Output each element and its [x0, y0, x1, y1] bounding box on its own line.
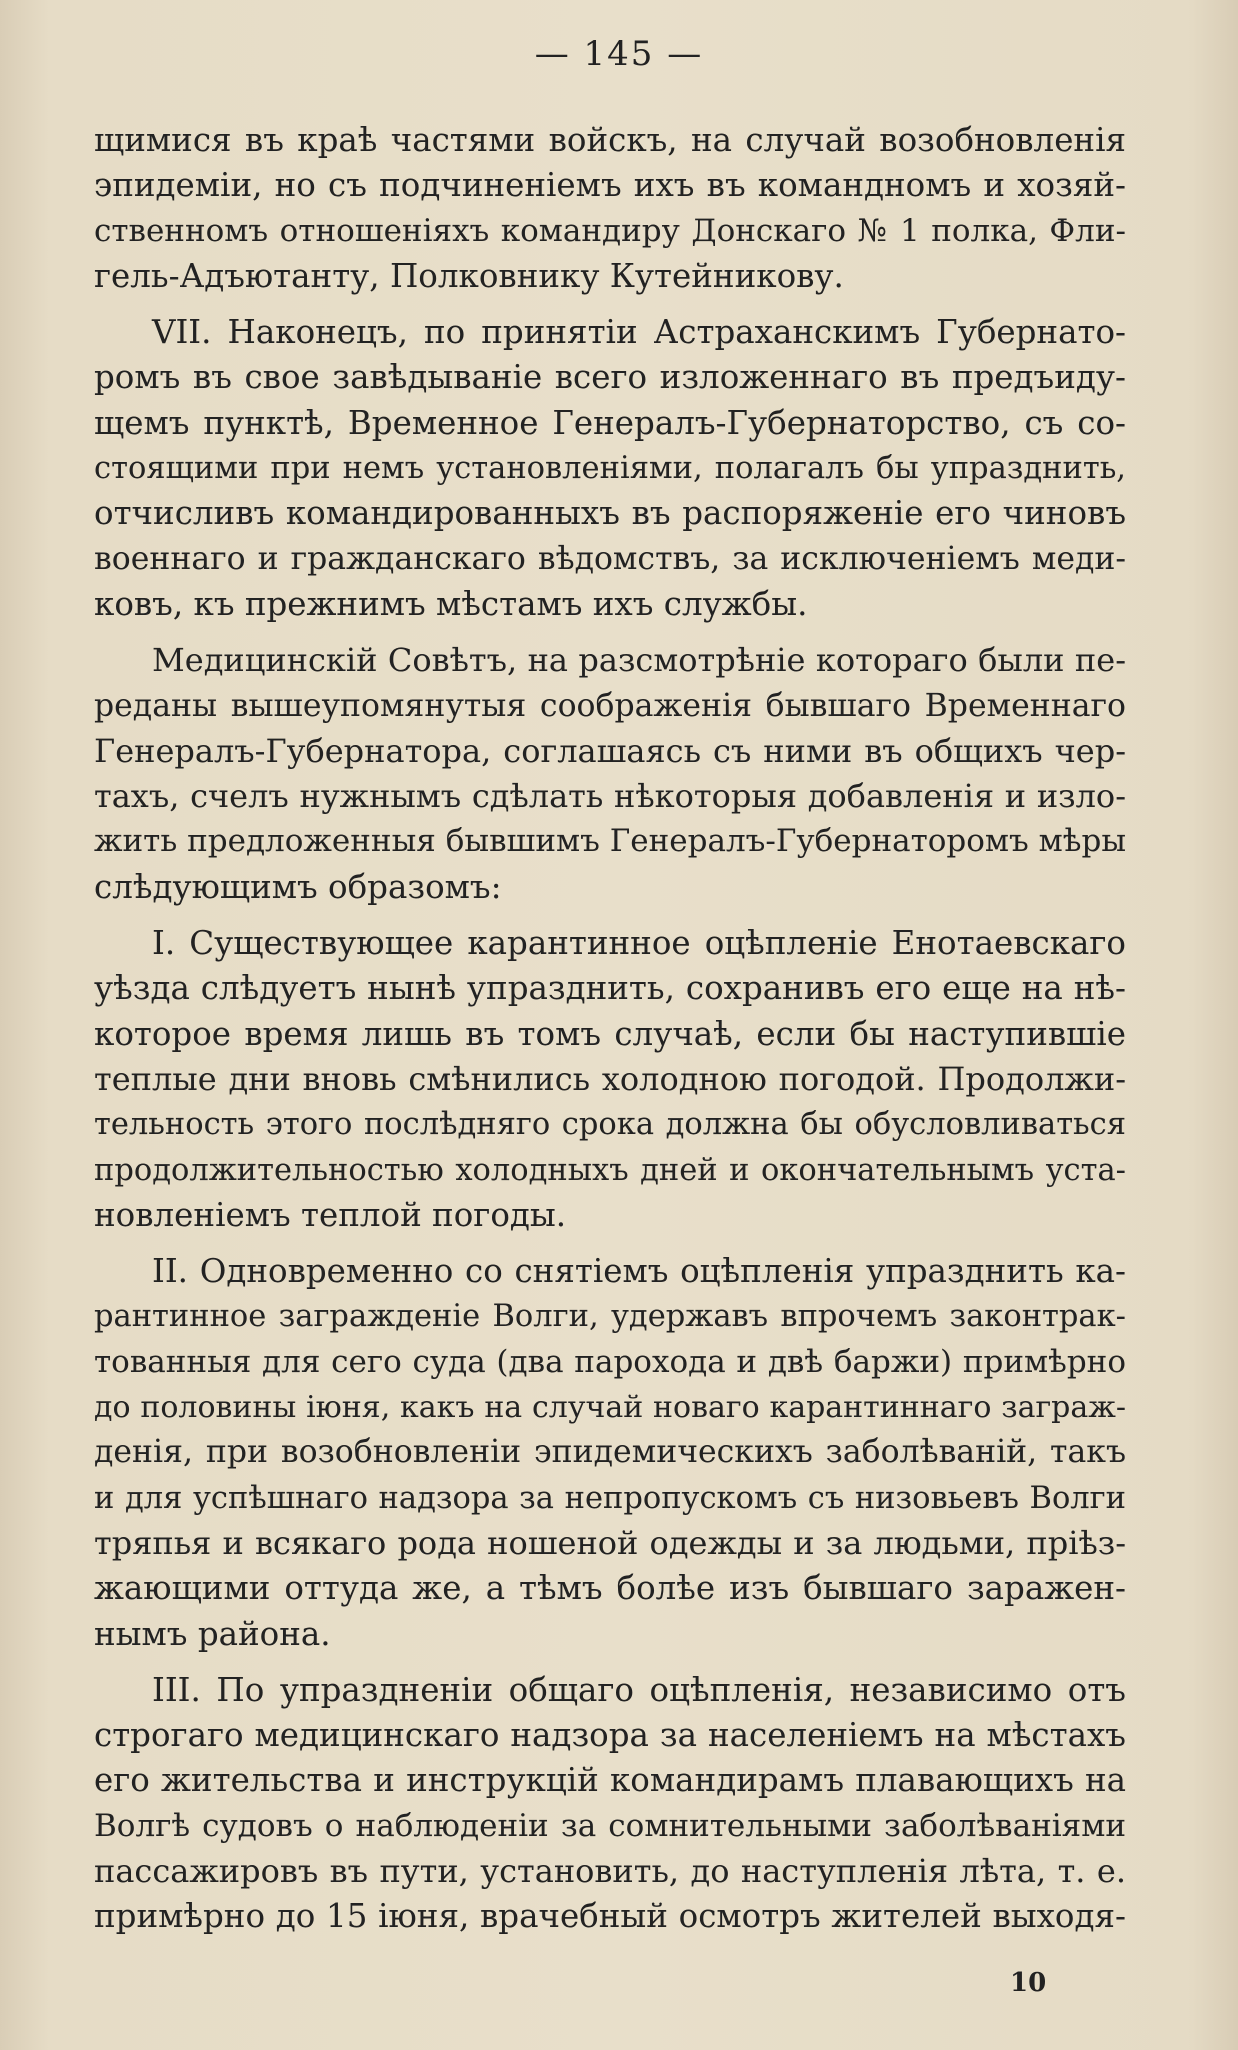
- text-line: жить предложенныя бывшимъ Генералъ-Губернаторомъ мѣры: [94, 823, 1126, 860]
- paragraph: [94, 118, 1126, 299]
- text-line: III. По упраздненіи общаго оцѣпленія, независимо отъ: [152, 1670, 1126, 1709]
- text-line: и для успѣшнаго надзора за непропускомъ съ низовьевъ Волги: [94, 1480, 1126, 1516]
- text-line: VII. Наконецъ, по принятіи Астраханскимъ Губернато-: [152, 313, 1126, 352]
- text-line: гель-Адъютанту, Полковнику Кутейникову.: [94, 256, 844, 295]
- text-line: эпидеміи, но съ подчиненіемъ ихъ въ командномъ и хозяй-: [94, 166, 1126, 205]
- paragraph: [94, 1249, 1126, 1657]
- text-line: строгаго медицинскаго надзора за населеніемъ на мѣстахъ: [94, 1716, 1126, 1755]
- text-line: которое время лишь въ томъ случаѣ, если бы наступившіе: [94, 1014, 1126, 1053]
- text-line: тельность этого послѣдняго срока должна бы обусловливаться: [94, 1107, 1126, 1143]
- text-line: пассажировъ въ пути, установить, до наступленія лѣта, т. е.: [94, 1851, 1126, 1890]
- text-line: II. Одновременно со снятіемъ оцѣпленія упразднить ка-: [152, 1252, 1126, 1291]
- body-text: [94, 118, 1126, 1951]
- text-line: жающими оттуда же, а тѣмъ болѣе изъ бывшаго заражен-: [94, 1569, 1126, 1608]
- text-line: примѣрно до 15 іюня, врачебный осмотръ жителей выходя-: [94, 1897, 1126, 1936]
- text-line: отчисливъ командированныхъ въ распоряженіе его чиновъ: [94, 494, 1126, 533]
- text-line: щимися въ краѣ частями войскъ, на случай возобновленія: [94, 121, 1126, 159]
- paragraph: [94, 310, 1126, 627]
- text-line: Генералъ-Губернатора, соглашаясь съ ними въ общихъ чер-: [94, 731, 1126, 770]
- text-line: Медицинскій Совѣтъ, на разсмотрѣніе котораго были пе-: [152, 641, 1126, 680]
- text-line: военнаго и гражданскаго вѣдомствъ, за исключеніемъ меди-: [94, 540, 1126, 577]
- text-line: ромъ въ свое завѣдываніе всего изложеннаго въ предъиду-: [94, 358, 1126, 397]
- text-line: продолжительностью холодныхъ дней и окончательнымъ уста-: [94, 1152, 1126, 1188]
- paragraph: [94, 921, 1126, 1238]
- text-line: слѣдующимъ образомъ:: [94, 867, 502, 906]
- text-line: тованныя для сего суда (два парохода и двѣ баржи) примѣрно: [94, 1343, 1126, 1380]
- text-line: стоящими при немъ установленіями, полагалъ бы упразднить,: [94, 451, 1126, 487]
- text-line: щемъ пунктѣ, Временное Генералъ-Губернаторство, съ со-: [94, 403, 1126, 442]
- text-line: уѣзда слѣдуетъ нынѣ упразднить, сохранивъ его еще на нѣ-: [94, 969, 1126, 1008]
- page-number: — 145 —: [534, 34, 704, 74]
- text-line: до половины іюня, какъ на случай новаго карантиннаго заграж-: [94, 1390, 1126, 1426]
- text-line: новленіемъ теплой погоды.: [94, 1195, 567, 1234]
- text-line: его жительства и инструкцій командирамъ плавающихъ на: [94, 1761, 1126, 1800]
- text-line: Волгѣ судовъ о наблюденіи за сомнительными заболѣваніями: [94, 1807, 1126, 1844]
- text-line: нымъ района.: [94, 1614, 331, 1653]
- text-line: ственномъ отношеніяхъ командиру Донскаго № 1 полка, Фли-: [94, 212, 1126, 249]
- text-line: тряпья и всякаго рода ношеной одежды и за людьми, пріѣз-: [94, 1523, 1126, 1562]
- paragraph: [94, 1668, 1126, 1940]
- text-line: теплые дни вновь смѣнились холодною погодой. Продолжи-: [94, 1059, 1126, 1098]
- text-line: реданы вышеупомянутыя соображенія бывшаго Временнаго: [94, 687, 1126, 724]
- text-line: I. Существующее карантинное оцѣпленіе Енотаевскаго: [152, 924, 1126, 963]
- text-line: рантинное загражденіе Волги, удержавъ впрочемъ законтрак-: [94, 1299, 1126, 1335]
- text-line: ковъ, къ прежнимъ мѣстамъ ихъ службы.: [94, 584, 808, 623]
- signature-mark: 10: [1010, 1968, 1047, 1998]
- text-line: тахъ, счелъ нужнымъ сдѣлать нѣкоторыя добавленія и изло-: [94, 777, 1126, 816]
- text-line: денія, при возобновленіи эпидемическихъ заболѣваній, такъ: [94, 1434, 1126, 1471]
- paragraph: [94, 638, 1126, 910]
